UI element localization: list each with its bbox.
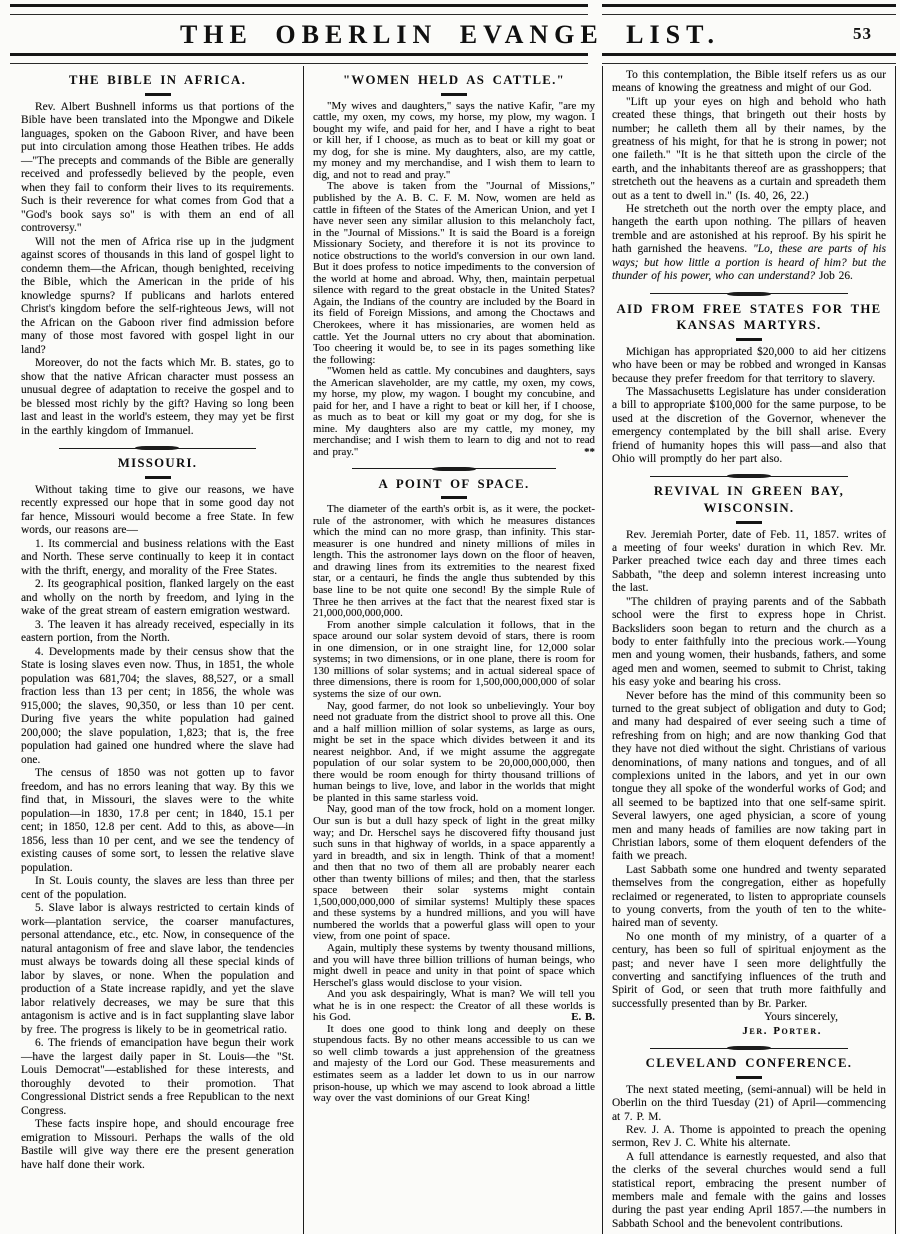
page-number: 53 <box>853 24 872 43</box>
title-dash <box>441 93 467 96</box>
paragraph: In St. Louis county, the slaves are less than three per cent of the population. <box>21 875 294 901</box>
article-title: THE BIBLE IN AFRICA. <box>68 73 247 87</box>
paragraph: It does one good to think long and deeply on these stupendous facts. By no other means accessible to us can we so well climb towards a just apprehension of the greatness and majesty of the Lord our God. These measurements and estimates seem as a ladder let down to us in our narrow prison-house, up which we may ascend to look abroad a little way over the vast dominions of our Great King! <box>313 1022 595 1105</box>
paragraph: Last Sabbath some one hundred and twenty separated themselves from the congregation, either as hopefully reclaimed or regenerated, to listen to appropriate counsels to young converts, from the youth of ten to the white-haired man of seventy. <box>612 863 886 930</box>
signature-line: Yours sincerely, <box>764 1011 838 1024</box>
top-rule-right-segment <box>602 4 896 15</box>
paragraph: The diameter of the earth's orbit is, as it were, the pocket-rule of the astronomer, with which he measures distances which the mind can no more grasp, than infinity. This star-measurer is one hundred and ninety millions of miles in length. This the astronomer lays down on the floor of heaven, and drawing lines from its extremities to the nearest fixed star, or a centauri, he finds the angle thus subtended by this base line to be not quite one second! By the simple Rule of Three he then arrives at the fact that the nearest fixed star is 21,000,000,000,000. <box>313 503 595 620</box>
paragraph: A full attendance is earnestly requested, and also that the clerks of the several churches would send a full statistical report, embracing the present number of members male and female with the gains and losses during the past year ending April 1857.—the numbers in Sabbath School and the benevolent contributions. <box>612 1150 886 1230</box>
paragraph: Never before has the mind of this community been so turned to the great subject of obligation and duty to God; and many had despaired of ever seeing such a time of refreshing from on high; and are now thanking God that they have not died without the sight. Christians of various denominations, of many nations and tongues, and of all complexions united in the labors, and yet in our own tongue they all spoke of the wonderful works of God; and all seemed to be baptized into that one self-same spirit. Several lawyers, one aged physician, a score of young men and many heads of families are now taking part in Christian labors, some of them eloquent defenders of the faith we preach. <box>612 689 886 863</box>
paragraph: "The children of praying parents and of the Sabbath school were the first to express hope in Christ. Backsliders soon began to return and the church as a body to enter faithfully into the precious work.—Young men and young women, their husbands, fathers, and some aged men and women, seemed to submit to Christ, taking his easy yoke and bearing his cross. <box>612 595 886 689</box>
signature-line: Jer. Porter. <box>742 1024 822 1037</box>
paragraph: And you ask despairingly, What is man? We will tell you what he is in one respect: the Creator of all these worlds is his God. E. B. <box>313 988 595 1024</box>
paragraph: Moreover, do not the facts which Mr. B. states, go to show that the native African character must possess an unusual degree of adaptation to receive the gospel and to be blessed most richly by the gift? Having so long been last and least in the world's esteem, they may yet be first in the earthly kingdom of Immanuel. <box>21 357 294 437</box>
paragraph: "My wives and daughters," says the native Kafir, "are my cattle, my oxen, my cows, my horse, my plow, my wagon. I bought my wife, and paid for her, and I have a right to beat or kill her, if I choose, as much as to beat or kill my goat or my dog, for she is mine. My daughters, also, are my cattle, my money and my merchandise, and I wish them to learn to dig, and not to read and pray." <box>313 99 595 181</box>
paragraph-signoff: E. B. <box>571 1011 595 1024</box>
paragraph: Rev. Albert Bushnell informs us that portions of the Bible have been translated into the Mpongwe and Dikele languages, spoken on the Gaboon River, and have been put into circulation among those Heathen tribes. He adds —"The precepts and commands of the Bible are generally received and professedly believed by the people, even when they fail to conform their lives to its requirements. Such is their reverence for what comes from God that a "God's book says so" is with them an end of all controversy." <box>21 100 294 235</box>
article-divider <box>650 292 847 296</box>
paragraph: 2. Its geographical position, flanked largely on the east and wholly on the north by freedom, and lying in the wake of the great stream of eastern emigration westward. <box>21 578 294 618</box>
paragraph-signoff: ** <box>584 446 595 459</box>
column-2 <box>304 66 603 1234</box>
paragraph: The census of 1850 was not gotten up to favor freedom, and has no errors leaning that way. By this we find that, in Missouri, the slaves were to the white population—in 1830, 17.8 per cent; in 1840, 15.1 per cent; in 1850, 12.8 per cent. Add to this, as above—in 1856, less than 10 per cent, and we see the tendency of existing causes of some sort, to lessen the relative slave population. <box>21 767 294 874</box>
article-divider <box>352 467 555 471</box>
title-dash <box>736 338 762 341</box>
paragraph: The Massachusetts Legislature has under consideration a bill to appropriate $100,000 for the same purpose, to be used at the discretion of the Governor, whenever the emergency contemplated by the bill shall arise. Every friend of humanity hopes this will pass—and also that Ohio will promptly do her part also. <box>612 385 886 465</box>
title-dash <box>441 496 467 499</box>
paragraph: Again, multiply these systems by twenty thousand millions, and you will have three billion trillions of human beings, who might dwell in peace and unity in that point of space which Herschel's glass would disclose to your vision. <box>313 941 595 989</box>
article-title: AID FROM FREE STATES FOR THE KANSAS MARTYRS. <box>616 301 882 333</box>
paragraph: 5. Slave labor is always restricted to certain kinds of work—plantation service, the coarser manufactures, personal attendance, etc., etc. Now, in consequence of the natural antagonism of free and slave labor, the tendencies must always be towards doing all these special kinds of labor by slaves, or none. When the population and production of a State increase rapidly, and yet the slave labor relatively decreases, we may be sure that this antagonism is active and is in fact supplanting slave labor by free. The progress is likely to be in geometrical ratio. <box>21 902 294 1036</box>
scripture-quote: "Lo, these are parts of his ways; but how little a portion is heard of him? but the thunder of his power, who can understand? <box>612 243 887 283</box>
top-rule-left-segment <box>10 4 588 15</box>
paragraph: "Women held as cattle. My concubines and daughters, says the American slaveholder, are my cattle, my oxen, my cows, my horse, my plow, my wagon. I bought my concubine, and paid for her, and I have a right to beat or kill her, if I choose, as much as to beat or kill my goat or my dog, for she is mine. My daughters also are my cattle, my money, my merchandise; and I wish them to learn to dig and not to read and pray." ** <box>313 365 595 459</box>
paragraph: He stretcheth out the north over the empty place, and hangeth the earth upon nothing. The pillars of heaven tremble and are astonished at his reproof. By his spirit he hath garnished the heavens. "Lo, these are parts of his ways; but how little a portion is heard of him? but the thunder of his power, who can understand? Job 26. <box>612 203 887 283</box>
article-title: "WOMEN HELD AS CATTLE." <box>342 73 566 87</box>
column-container <box>10 66 896 1234</box>
title-dash <box>145 476 171 479</box>
article-title: REVIVAL IN GREEN BAY, WISCONSIN. <box>653 484 845 516</box>
paragraph: Will not the men of Africa rise up in the judgment against scores of thousands in this land of gospel light to condemn them—the African, though benighted, receiving the Bible, which the American in the pride of his knowledge spurns? If publicans and harlots entered Christ's kingdom before the self-righteous Jews, will not the African on the Gaboon river find admission before many of those most favored with gospel light in our land? <box>21 235 294 356</box>
paragraph: Rev. J. A. Thome is appointed to preach the opening sermon, Rev J. C. White his alternate. <box>612 1123 886 1150</box>
column-1 <box>10 66 304 1234</box>
masthead-title: THE OBERLIN EVANGE LIST. <box>179 20 721 49</box>
article-title: CLEVELAND CONFERENCE. <box>645 1056 853 1071</box>
paragraph: The above is taken from the "Journal of Missions," published by the A. B. C. F. M. Now, women are held as cattle in fifteen of the States of the American Union, and yet I have never seen any similar allusion to this melancholy fact, in the "Journal of Missions." It is said the Board is a foreign Missionary Society, and therefore it is not its province to notice obstructions to the world's conversion in our own land. But it does profess to notice impediments to the conversion of the world at home and abroad. Why, then, maintain perpetual silence with regard to the great obstacle in the United States? Again, the Indians of the country are included by the Board in its field of Foreign Missions, and among the Choctaws and Cherokees, where it has missionaries, are women held as cattle. Yet the Journal utters no cry about that abomination. Too cheering it would be, to see in its pages something like the following: <box>313 180 595 366</box>
paragraph: 4. Developments made by their census show that the State is losing slaves even now. Thus, in 1851, the whole population was 681,704; the slaves, 88,527, or a small fraction less than 13 per cent; in 1856, the whole was 915,000; the slaves, 90,350, or less than 10 per cent. During five years the white population had gained 200,000; the slave population, 1,823; that is, the free population had gained one hundred where the slave had one. <box>21 645 294 766</box>
article-title: MISSOURI. <box>117 456 198 471</box>
paragraph: To this contemplation, the Bible itself refers us as our means of knowing the greatness and might of our God. <box>612 69 886 95</box>
column-3 <box>603 66 896 1234</box>
paragraph: 1. Its commercial and business relations with the East and North. These serve continually to keep it in contact with the thrift, energy, and morality of the Free States. <box>21 537 294 577</box>
masthead-double-rule <box>10 53 896 64</box>
masthead <box>0 17 900 53</box>
title-dash <box>736 1076 762 1079</box>
paragraph: No one month of my ministry, of a quarter of a century, has been so full of spiritual enjoyment as the past; and never have I seen more delightfully the converting and sanctifying influences of the truth and Spirit of God, or seen that truth more faithfully and successfully presented than by Br. Parker. <box>612 930 886 1010</box>
paragraph: These facts inspire hope, and should encourage free emigration to Missouri. Perhaps the walls of the old Bastile will give way there ere the present generation have half done their work. <box>21 1118 294 1171</box>
title-dash <box>145 93 171 96</box>
article-title: A POINT OF SPACE. <box>378 476 530 491</box>
title-dash <box>736 521 762 524</box>
paragraph: The next stated meeting, (semi-annual) will be held in Oberlin on the third Tuesday (21) of April—commencing at 7. P. M. <box>612 1083 886 1123</box>
paragraph: Michigan has appropriated $20,000 to aid her citizens who have been or may be robbed and wronged in Kansas because they prefer freedom for that territory to slavery. <box>612 345 886 385</box>
paragraph: 3. The leaven it has already received, especially in its eastern portion, from the North. <box>21 618 294 645</box>
paragraph: 6. The friends of emancipation have begun their work —have the largest daily paper in St. Louis—the "St. Louis Democrat"—established for these interests, and thoroughly devoted to their promotion. That Congressional District sends a free Republican to the next Congress. <box>21 1037 294 1117</box>
article-divider <box>650 474 847 478</box>
masthead-rule-left-segment <box>10 53 588 64</box>
paragraph: Without taking time to give our reasons, we have recently expressed our hope that in some good day not far hence, Missouri would become a free State. In few words, our reasons are— <box>21 483 294 537</box>
masthead-rule-right-segment <box>602 53 896 64</box>
paragraph: Rev. Jeremiah Porter, date of Feb. 11, 1857. writes of a meeting of four weeks' duration in which Rev. Mr. Parker preached twice each day and three times each Sabbath, "the deep and solemn interest increasing unto the last. <box>612 528 886 595</box>
top-double-rule <box>10 0 896 15</box>
paragraph: Nay, good man of the tow frock, hold on a moment longer. Our sun is but a dull hazy speck of light in the great milky way; and Dr. Herschel says he discovered fifty thousand just such suns in that highway of worlds, in a space apparently a yard in breadth, and six in length. Think of that a moment! and then that no two of them all are probably nearer each other than twenty billions of miles; and then, that the starless space between their solar systems might contain 1,500,000,000,000 of similar systems! Multiply these spaces and these systems by a hundred millions, and you will have numbered the worlds that a powerful glass will open to your view, from one point of space. <box>313 803 595 943</box>
article-divider <box>59 446 256 450</box>
paragraph: Nay, good farmer, do not look so unbelievingly. Your boy need not graduate from the district shool to prove all this. One and a half million million of solar systems, as large as ours, might be set in the space which divides between it and its nearest neighbor. And, if we might assume the aggregate population of our solar system to be 20,000,000,000, then there would be room enough for thirty thousand trillions of human beings to live, love, and labor in the worlds that might be planted in this same starless void. <box>313 699 595 804</box>
paragraph: From another simple calculation it follows, that in the space around our solar system devoid of stars, there is room in one dimension, or in one straight line, for 12,000 solar systems; in two dimensions, or in one plane, there is room for 130 millions of solar systems; and in actual sidereal space of three dimensions, there is room for 1,500,000,000,000 of solar systems the size of our own. <box>313 618 595 700</box>
article-divider <box>650 1046 847 1050</box>
paragraph: "Lift up your eyes on high and behold who hath created these things, that bringeth out their hosts by number; he calleth them all by their names, by the greatness of his might, for that he is strong in power; not one faileth." "It is he that sitteth upon the circle of the earth, and the inhabitants thereof are as grasshoppers; that stretcheth out the heavens as a curtain and spreadeth them out as a tent to dwell in." (Is. 40, 26, 22.) <box>612 95 886 202</box>
